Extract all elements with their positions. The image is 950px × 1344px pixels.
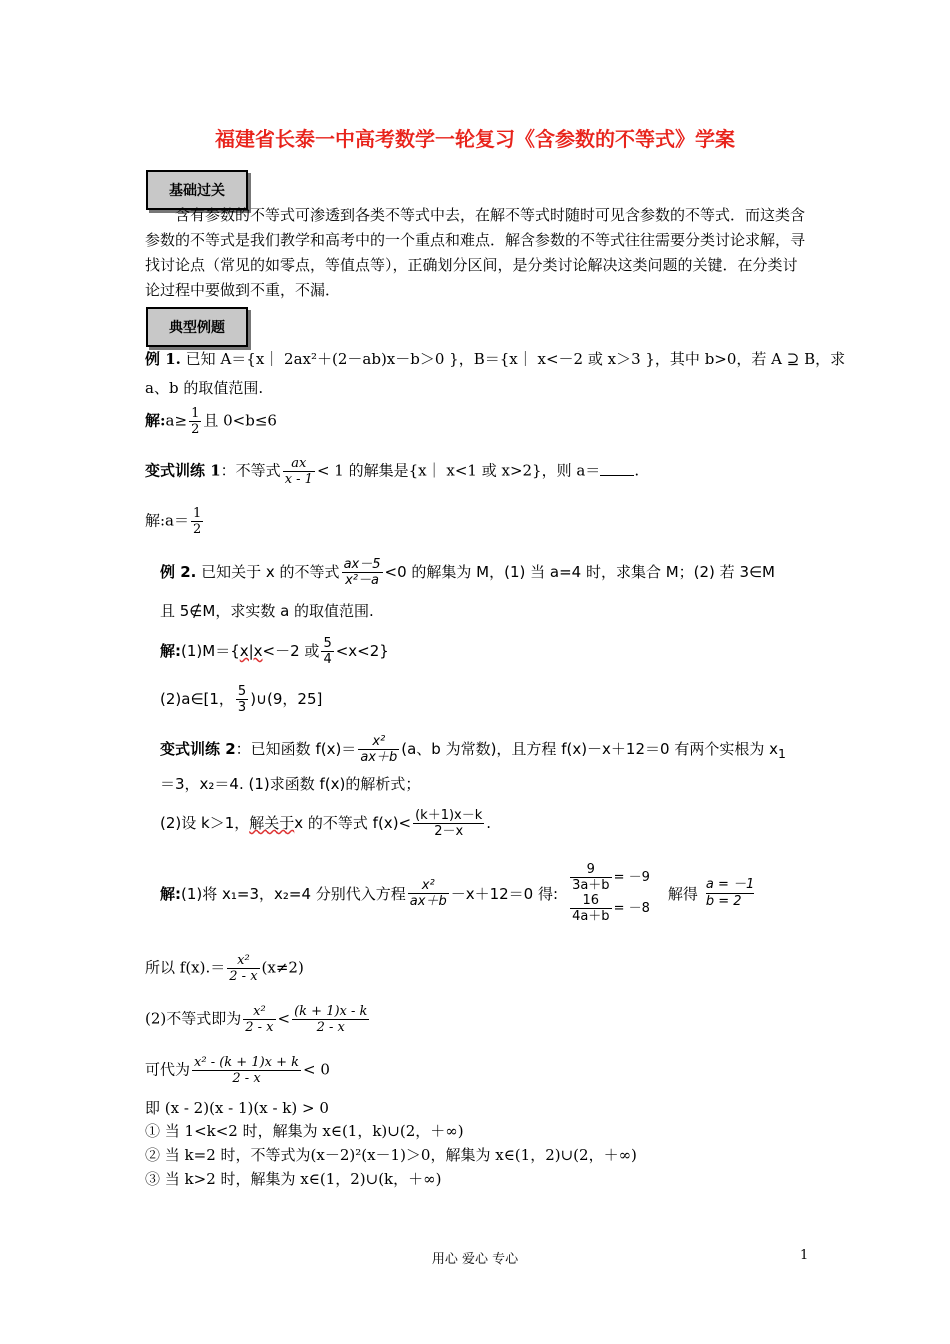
case-3: ③ 当 k>2 时，解集为 x∈(1，2)∪(k，＋∞) <box>145 1170 442 1188</box>
solution-label: 解: <box>160 884 181 903</box>
variant-2-line3-pre: (2)设 k＞1， <box>160 814 250 832</box>
page-number: 1 <box>800 1248 809 1263</box>
fraction-numerator: 9 <box>570 862 612 878</box>
variant-1-solution-text: 解:a＝ <box>145 511 189 530</box>
fraction-numerator: x² <box>358 734 399 750</box>
solution-post: －x＋12＝0 得: <box>450 884 559 903</box>
equation-system <box>568 862 650 924</box>
variant-2-line3-end: . <box>486 814 492 832</box>
result-system <box>706 877 754 910</box>
solution-label: 解: <box>160 642 181 660</box>
factored-line: 即 (x - 2)(x - 1)(x - k) > 0 <box>145 1099 329 1117</box>
example-1-text-line2: a、b 的取值范围. <box>145 379 264 397</box>
result-a: a = －1 <box>705 876 755 892</box>
fraction <box>292 1004 369 1035</box>
variant-2-pre: ：已知函数 f(x)＝ <box>235 740 357 758</box>
case-1: ① 当 1<k<2 时，解集为 x∈(1，k)∪(2，＋∞) <box>145 1122 464 1140</box>
answer-blank <box>600 461 634 476</box>
fraction-denominator: 2 - x <box>245 1020 274 1035</box>
fraction <box>358 734 399 765</box>
fraction-denominator: 2－x <box>434 824 464 839</box>
equivalent-line <box>145 1055 330 1086</box>
fraction-numerator: ax－5 <box>343 557 381 572</box>
section-basics-label: 基础过关 <box>146 170 248 210</box>
variant-2 <box>160 734 786 765</box>
fraction-denominator: ax＋b <box>409 893 447 909</box>
fraction <box>283 456 315 487</box>
solution-label: 解: <box>145 411 166 430</box>
fraction-denominator: 2 - x <box>229 969 258 984</box>
inequality-pre: (2)不等式即为 <box>145 1009 242 1028</box>
variant-2-line3 <box>160 808 491 839</box>
solution-pre: (1)将 x₁=3，x₂=4 分别代入方程 <box>181 884 406 903</box>
fraction-numerator: 5 <box>237 684 247 699</box>
fraction-denominator: 4a＋b <box>572 909 610 924</box>
variant-1-end: . <box>634 461 640 480</box>
variant-2-subscript: 1 <box>777 746 786 761</box>
section-examples-label: 典型例题 <box>146 307 248 347</box>
solution-1-x: x|x <box>239 642 263 660</box>
result-b: b = 2 <box>705 893 742 909</box>
fraction-denominator: x - 1 <box>284 472 313 487</box>
equation-rhs: = －8 <box>613 900 650 916</box>
example-2-line2: 且 5∉M，求实数 a 的取值范围. <box>160 602 374 620</box>
solution-1-pre: (1)M＝{ <box>181 642 240 660</box>
fraction-numerator: ax <box>283 456 315 472</box>
solution-2-post: )∪(9，25] <box>250 690 323 708</box>
fx-pre: 所以 f(x).＝ <box>145 958 226 977</box>
fraction <box>189 406 201 437</box>
fraction-numerator: 1 <box>193 506 202 521</box>
variant-2-solution <box>160 862 754 924</box>
fraction <box>243 1004 275 1035</box>
equation-row <box>568 862 650 893</box>
equation-rhs: = －9 <box>613 869 650 885</box>
fraction-denominator: 2 <box>193 522 202 537</box>
fraction <box>191 506 203 537</box>
inequality-sign: < <box>277 1009 291 1028</box>
variant-1 <box>145 456 639 487</box>
solution-a: a≥ <box>165 411 188 430</box>
fraction-denominator: 4 <box>323 652 332 667</box>
equivalent-pre: 可代为 <box>145 1060 191 1079</box>
variant-1-pre: ：不等式 <box>220 461 281 480</box>
fraction-denominator: ax＋b <box>360 750 398 765</box>
variant-2-label: 变式训练 2 <box>160 740 236 758</box>
fraction <box>570 893 612 924</box>
equivalent-post: < 0 <box>303 1060 330 1079</box>
solution-1-mid: <－2 或 <box>262 642 320 660</box>
fraction <box>413 808 484 839</box>
document-title: 福建省长泰一中高考数学一轮复习《含参数的不等式》学案 <box>215 127 735 151</box>
equation-row <box>568 893 650 924</box>
variant-2-line3-underlined: 解关于 <box>249 814 295 832</box>
solution-2-pre: (2)a∈[1， <box>160 690 234 708</box>
case-2: ② 当 k=2 时，不等式为(x－2)²(x－1)＞0，解集为 x∈(1，2)∪(2，＋∞) <box>145 1146 637 1164</box>
page-footer: 用心 爱心 专心 <box>431 1252 519 1267</box>
variant-1-post: < 1 的解集是{x｜ x<1 或 x>2}，则 a＝ <box>316 461 601 480</box>
fraction <box>570 862 612 893</box>
variant-2-line2: ＝3，x₂＝4. (1)求函数 f(x)的解析式； <box>160 775 421 793</box>
fraction-denominator: 2 - x <box>316 1020 345 1035</box>
solution-1-post: <x<2} <box>335 642 389 660</box>
example-2-solution-2 <box>160 684 322 715</box>
variant-1-label: 变式训练 1 <box>145 461 221 480</box>
fraction-denominator: 2 <box>191 422 200 437</box>
example-2-pre: 已知关于 x 的不等式 <box>201 563 340 581</box>
fraction-numerator: 16 <box>570 893 612 909</box>
example-2-post: <0 的解集为 M，(1) 当 a=4 时，求集合 M；(2) 若 3∈M <box>384 563 775 581</box>
fraction-numerator: x² <box>227 953 259 969</box>
fraction <box>192 1055 301 1086</box>
fraction <box>321 636 333 667</box>
example-2-label: 例 2. <box>160 563 197 581</box>
fraction-denominator: x²－a <box>345 573 379 588</box>
example-1-solution <box>145 406 277 437</box>
fraction-denominator: 3 <box>237 700 247 715</box>
fraction-numerator: x² <box>243 1004 275 1020</box>
fraction <box>236 684 248 715</box>
fraction-numerator: (k + 1)x - k <box>294 1004 368 1019</box>
example-1-label: 例 1. <box>145 350 181 368</box>
variant-2-post: (a、b 为常数)，且方程 f(x)－x＋12＝0 有两个实根为 x <box>401 740 778 758</box>
example-2 <box>160 557 775 588</box>
variant-1-solution <box>145 506 205 537</box>
fraction <box>408 878 449 909</box>
example-1-text: 已知 A＝{x｜ 2ax²＋(2－ab)x－b＞0 }，B＝{x｜ x<－2 或 x＞3 }，其中 b>0，若 A ⊇ B，求 <box>185 350 846 368</box>
intro-paragraph: 含有参数的不等式可渗透到各类不等式中去，在解不等式时随时可见含参数的不等式．而这类含参数的不等式是我们教学和高考中的一个重点和难点．解含参数的不等式往往需要分类讨论求解，寻找讨论点（常见的如零点，等值点等），正确划分区间，是分类讨论解决这类问题的关键．在分类讨论过程中要做到不重，不漏． <box>145 206 806 299</box>
fraction-numerator: x² <box>408 878 449 894</box>
result-label: 解得 <box>667 884 698 903</box>
fraction-denominator: 2 - x <box>232 1071 261 1086</box>
example-1 <box>145 348 845 369</box>
fraction-numerator: 5 <box>323 636 332 651</box>
variant-2-line3-post: x 的不等式 f(x)< <box>294 814 412 832</box>
fraction-numerator: (k＋1)x－k <box>415 808 483 823</box>
solution-b: 且 0<b≤6 <box>203 411 277 430</box>
fraction <box>227 953 259 984</box>
fx-post: (x≠2) <box>261 958 304 977</box>
inequality-line <box>145 1004 371 1035</box>
fraction-denominator: 3a＋b <box>572 878 610 893</box>
fraction <box>342 557 383 588</box>
example-2-solution-1 <box>160 636 389 667</box>
fraction-numerator: x² - (k + 1)x + k <box>194 1055 300 1070</box>
fx-result <box>145 953 304 984</box>
fraction-numerator: 1 <box>191 406 200 421</box>
